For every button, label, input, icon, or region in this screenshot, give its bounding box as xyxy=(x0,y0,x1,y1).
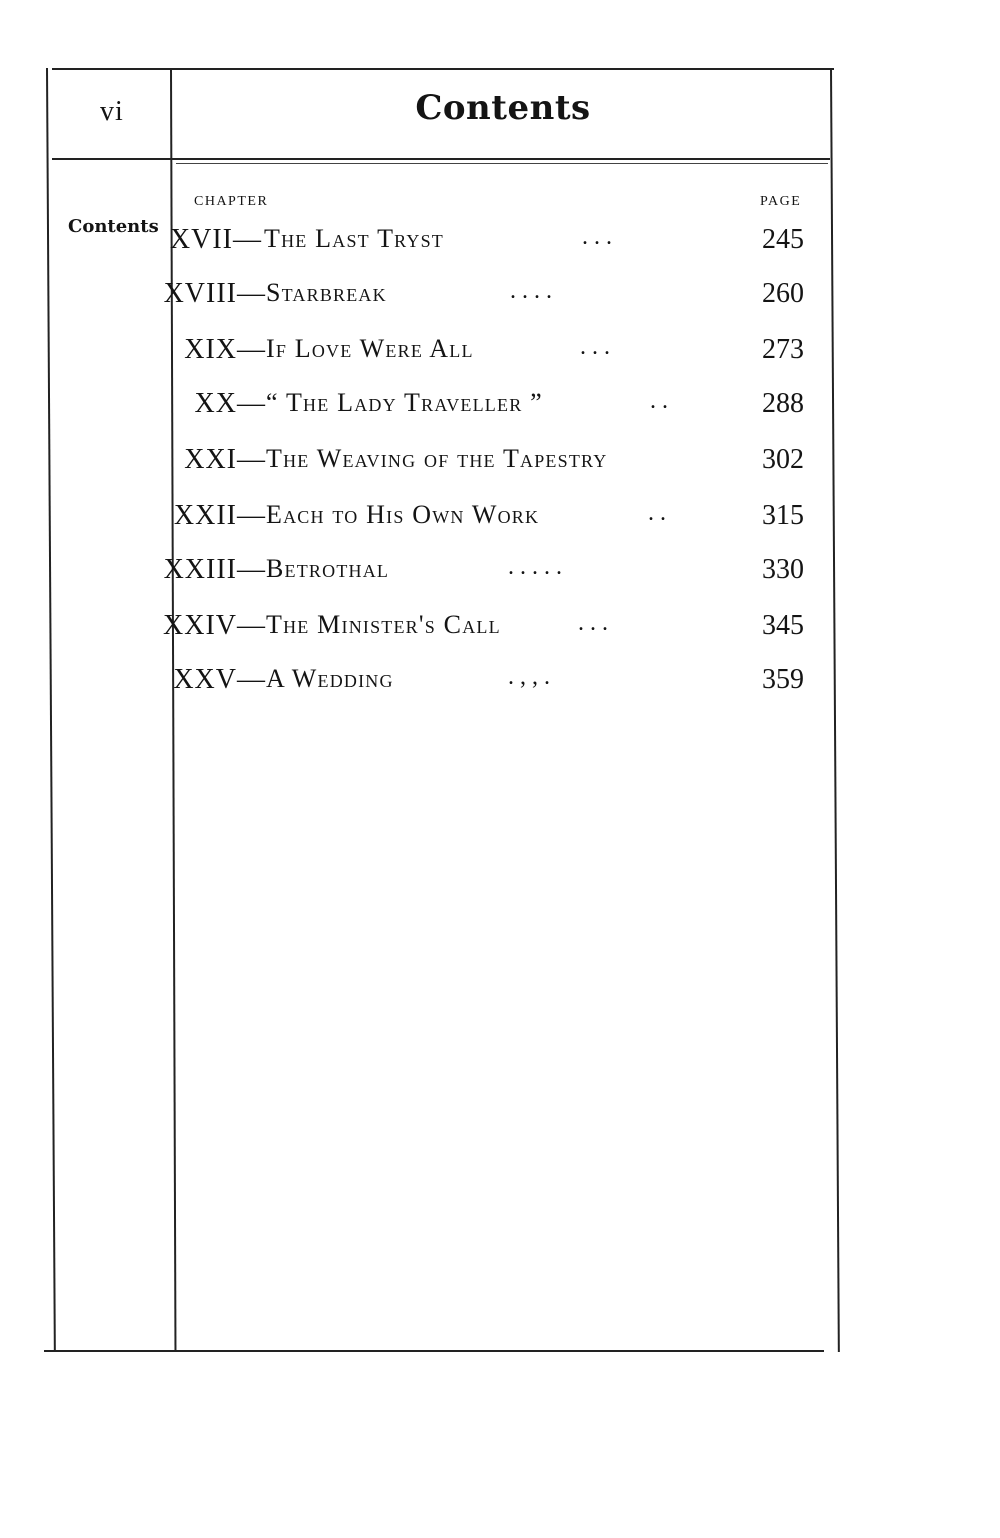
chapter-title: “ The Lady Traveller ” xyxy=(266,388,543,417)
dot-leader: . . . xyxy=(582,224,612,250)
toc-entry[interactable] xyxy=(0,500,1000,540)
chapter-number: XX— xyxy=(194,388,266,419)
page-title: Contents xyxy=(415,88,591,128)
page-reference: 315 xyxy=(762,500,804,531)
chapter-title: The Weaving of the Tapestry xyxy=(266,444,608,473)
page-reference: 359 xyxy=(762,664,804,695)
page-reference: 302 xyxy=(762,444,804,475)
dot-leader: . . xyxy=(648,500,666,526)
chapter-title: Starbreak xyxy=(266,278,387,307)
margin-label: Contents xyxy=(68,216,159,237)
toc-entry[interactable] xyxy=(0,554,1000,594)
chapter-column-heading: CHAPTER xyxy=(194,194,269,209)
dot-leader: . . . . xyxy=(510,278,552,304)
toc-entry[interactable] xyxy=(0,444,1000,484)
chapter-number: XXII— xyxy=(173,500,266,531)
page-number: vi xyxy=(100,96,124,127)
toc-entry[interactable] xyxy=(0,334,1000,374)
toc-entry[interactable] xyxy=(0,610,1000,650)
chapter-title: A Wedding xyxy=(266,664,394,693)
chapter-number: XXIII— xyxy=(163,554,266,585)
dot-leader: . , , . xyxy=(508,664,550,690)
dot-leader: . . . xyxy=(578,610,608,636)
chapter-number: XXV— xyxy=(173,664,266,695)
chapter-number: XXIV— xyxy=(163,610,266,641)
toc-entry[interactable] xyxy=(0,224,1000,264)
chapter-title: The Minister's Call xyxy=(266,610,501,639)
chapter-title: The Last Tryst xyxy=(264,224,444,253)
chapter-number: XXI— xyxy=(184,444,266,475)
chapter-number: XVII— xyxy=(169,224,262,255)
page-column-heading: PAGE xyxy=(760,194,802,209)
chapter-number: XIX— xyxy=(184,334,266,365)
page-reference: 345 xyxy=(762,610,804,641)
dot-leader: . . xyxy=(650,388,668,414)
page-reference: 273 xyxy=(762,334,804,365)
dot-leader: . . . . . xyxy=(508,554,562,580)
chapter-number: XVIII— xyxy=(163,278,266,309)
page-reference: 330 xyxy=(762,554,804,585)
page-reference: 288 xyxy=(762,388,804,419)
chapter-title: If Love Were All xyxy=(266,334,474,363)
chapter-title: Betrothal xyxy=(266,554,390,583)
page-reference: 260 xyxy=(762,278,804,309)
toc-entry[interactable] xyxy=(0,388,1000,428)
toc-entry[interactable] xyxy=(0,664,1000,704)
toc-entry[interactable] xyxy=(0,278,1000,318)
dot-leader: . . . xyxy=(580,334,610,360)
chapter-title: Each to His Own Work xyxy=(266,500,540,529)
page-reference: 245 xyxy=(762,224,804,255)
